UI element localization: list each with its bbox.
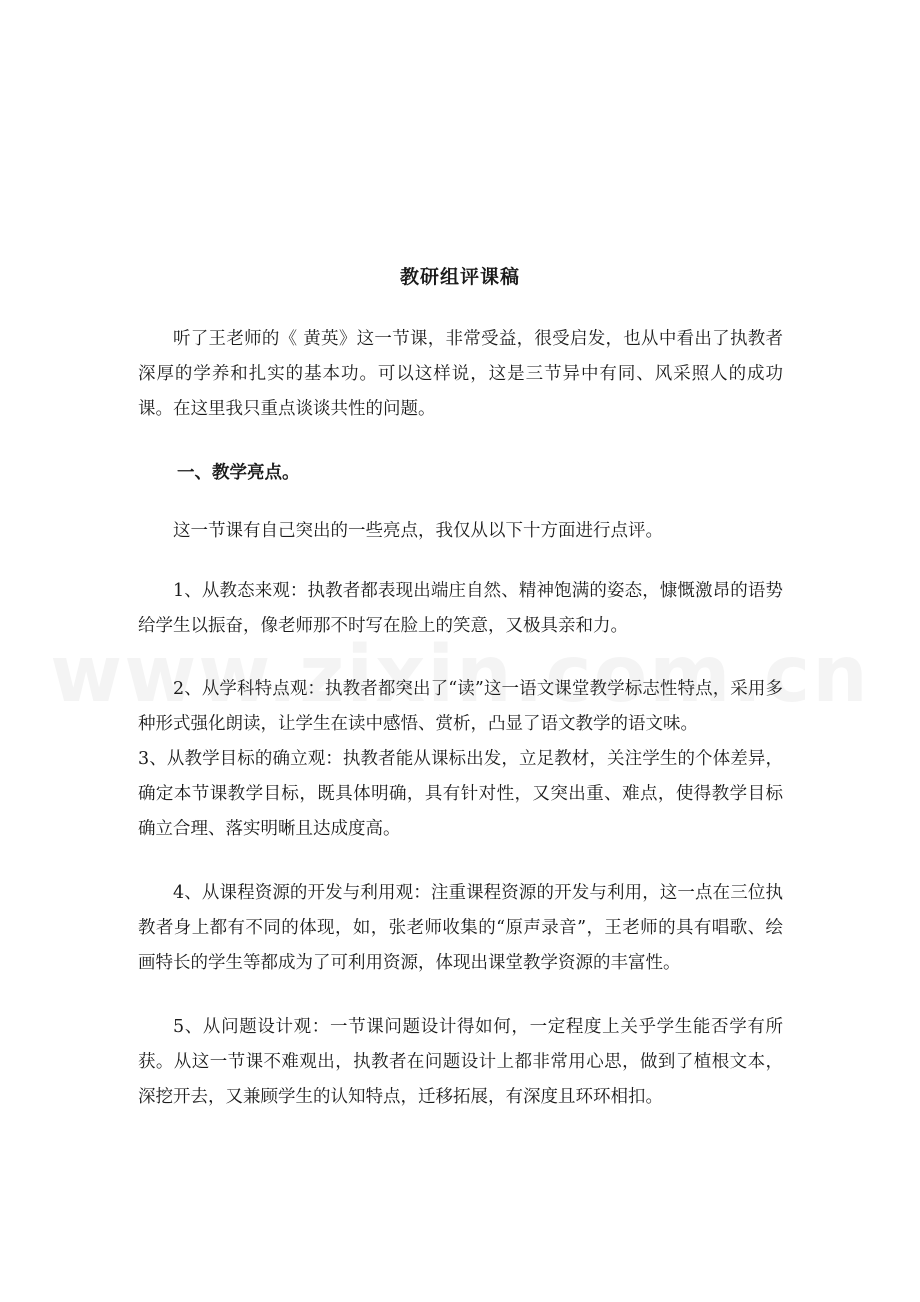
section-heading-highlights: 一、教学亮点。 [177, 463, 300, 483]
point-5-paragraph: 5、从问题设计观：一节课问题设计得如何，一定程度上关乎学生能否学有所获。从这一节课不难观出，执教者在问题设计上都非常用心思，做到了植根文本，深挖开去，又兼顾学生的认知特点，迁移拓展，有深度且环环相扣。 [138, 1017, 783, 1107]
point-2-paragraph: 2、从学科特点观：执教者都突出了“读”这一语文课堂教学标志性特点，采用多种形式强化朗读，让学生在读中感悟、赏析，凸显了语文教学的语文味。 [138, 679, 783, 734]
point-1-paragraph: 1、从教态来观：执教者都表现出端庄自然、精神饱满的姿态，慷慨激昂的语势给学生以振奋，像老师那不时写在脸上的笑意，又极具亲和力。 [138, 581, 783, 636]
document-title: 教研组评课稿 [399, 266, 520, 288]
intro-paragraph: 听了王老师的《 黄英》这一节课，非常受益，很受启发，也从中看出了执教者深厚的学养和扎实的基本功。可以这样说，这是三节异中有同、风采照人的成功课。在这里我只重点谈谈共性的问题。 [138, 329, 783, 419]
point-3-paragraph: 3、从教学目标的确立观：执教者能从课标出发，立足教材，关注学生的个体差异，确定本节课教学目标，既具体明确，具有针对性，又突出重、难点，使得教学目标确立合理、落实明晰且达成度高。 [138, 749, 783, 839]
section-lead-paragraph: 这一节课有自己突出的一些亮点，我仅从以下十方面进行点评。 [173, 521, 663, 541]
point-4-paragraph: 4、从课程资源的开发与利用观：注重课程资源的开发与利用，这一点在三位执教者身上都有不同的体现，如，张老师收集的“原声录音”，王老师的具有唱歌、绘画特长的学生等都成为了可利用资源，体现出课堂教学资源的丰富性。 [138, 883, 783, 973]
